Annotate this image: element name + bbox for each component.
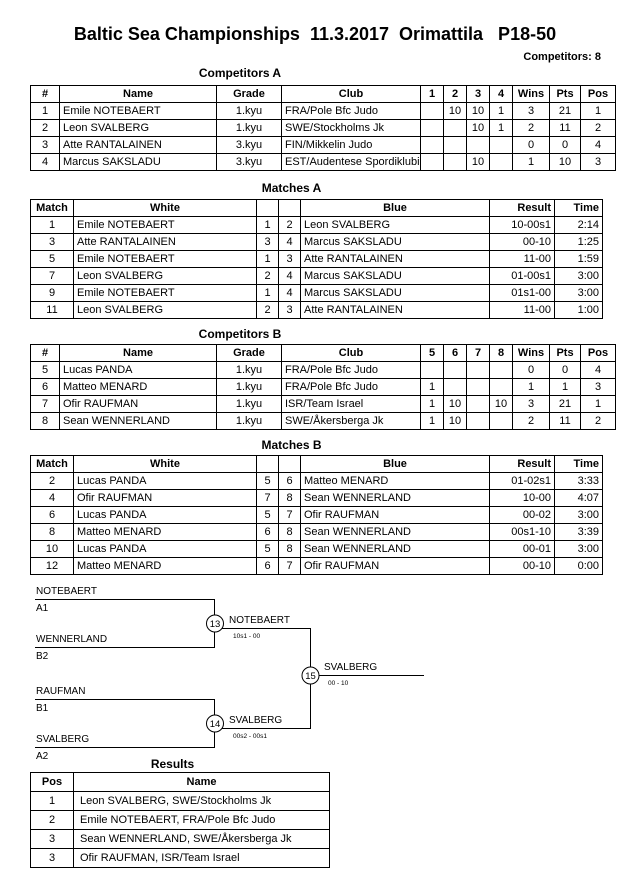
column-header: Pts <box>550 345 581 362</box>
semi1-blue-name: WENNERLAND <box>36 634 108 645</box>
table-cell: 5 <box>257 473 279 490</box>
table-cell <box>467 379 490 396</box>
column-header: Wins <box>513 86 550 103</box>
table-cell: 4 <box>581 362 616 379</box>
table-cell: 10 <box>467 103 490 120</box>
table-cell: 1 <box>490 120 513 137</box>
semi1-blue-seed: B2 <box>36 651 49 662</box>
table-cell: 11-00 <box>490 302 555 319</box>
semi1-score: 10s1 - 00 <box>233 633 261 640</box>
table-cell: 2 <box>581 413 616 430</box>
column-header: Pos <box>31 773 74 792</box>
table-cell: 1 <box>31 103 60 120</box>
table-cell <box>421 103 444 120</box>
table-cell <box>467 413 490 430</box>
table-cell: 4 <box>31 154 60 171</box>
section-title-matches-b: Matches B <box>261 438 322 452</box>
table-cell: 8 <box>31 413 60 430</box>
table-cell: 01s1-00 <box>490 285 555 302</box>
matches-b-table <box>30 455 603 575</box>
column-header: Pos <box>581 345 616 362</box>
column-header: Match <box>31 200 74 217</box>
column-header: Name <box>60 86 217 103</box>
table-cell: 1.kyu <box>217 362 282 379</box>
table-cell <box>490 362 513 379</box>
table-cell: 2 <box>257 302 279 319</box>
table-cell <box>490 137 513 154</box>
table-cell: 1 <box>257 251 279 268</box>
header-row <box>31 773 330 792</box>
table-cell: Marcus SAKSLADU <box>301 268 490 285</box>
table-cell: 8 <box>279 490 301 507</box>
table-row <box>31 103 616 120</box>
table-cell: 4 <box>279 268 301 285</box>
semi2-white-name: RAUFMAN <box>36 686 86 697</box>
table-cell: Ofir RAUFMAN <box>301 558 490 575</box>
table-cell: Lucas PANDA <box>74 507 257 524</box>
table-cell: 3 <box>279 302 301 319</box>
table-cell: 6 <box>31 379 60 396</box>
table-cell: 7 <box>31 268 74 285</box>
page-title: Baltic Sea Championships 11.3.2017 Orimattila P18-50 <box>73 24 557 44</box>
table-cell: 10-00 <box>490 490 555 507</box>
header-row <box>31 345 616 362</box>
column-header: Grade <box>217 345 282 362</box>
table-cell: Matteo MENARD <box>301 473 490 490</box>
column-header: Result <box>490 456 555 473</box>
column-header: 7 <box>467 345 490 362</box>
table-cell: 1:00 <box>555 302 603 319</box>
section-title-competitors-a: Competitors A <box>198 66 282 80</box>
table-cell: Matteo MENARD <box>74 524 257 541</box>
table-cell: 6 <box>31 507 74 524</box>
table-cell: 3 <box>31 234 74 251</box>
semi2-blue-name: SVALBERG <box>36 734 90 745</box>
table-cell: Atte RANTALAINEN <box>74 234 257 251</box>
table-cell <box>444 154 467 171</box>
table-cell: Sean WENNERLAND <box>60 413 217 430</box>
table-cell: 1:59 <box>555 251 603 268</box>
column-header: Club <box>282 86 421 103</box>
table-cell: 1 <box>421 396 444 413</box>
table-cell: FRA/Pole Bfc Judo <box>282 379 421 396</box>
table-cell: 00-01 <box>490 541 555 558</box>
semi1-winner-name: NOTEBAERT <box>229 615 290 626</box>
table-cell: Marcus SAKSLADU <box>60 154 217 171</box>
table-row <box>31 137 616 154</box>
column-header <box>279 456 301 473</box>
table-cell: 1 <box>257 285 279 302</box>
table-cell: Leon SVALBERG, SWE/Stockholms Jk <box>74 792 330 811</box>
table-cell: 11 <box>550 120 581 137</box>
table-cell: 3 <box>581 379 616 396</box>
table-cell: 7 <box>31 396 60 413</box>
table-cell: 2 <box>513 120 550 137</box>
section-title-competitors-b: Competitors B <box>198 327 282 341</box>
semi2-winner-name: SVALBERG <box>229 715 283 726</box>
table-row <box>31 830 330 849</box>
table-cell: 3:39 <box>555 524 603 541</box>
column-header: Grade <box>217 86 282 103</box>
column-header: Result <box>490 200 555 217</box>
table-row <box>31 379 616 396</box>
table-cell: 0 <box>550 137 581 154</box>
table-cell: 8 <box>279 541 301 558</box>
table-cell: 5 <box>31 251 74 268</box>
table-cell: 10 <box>31 541 74 558</box>
table-cell: Ofir RAUFMAN <box>74 490 257 507</box>
table-cell: 10 <box>444 413 467 430</box>
header-row <box>31 456 603 473</box>
table-cell: 10 <box>490 396 513 413</box>
final-score: 00 - 10 <box>328 680 349 687</box>
table-cell: 6 <box>257 558 279 575</box>
table-cell: Matteo MENARD <box>60 379 217 396</box>
table-cell: 1 <box>421 413 444 430</box>
table-row <box>31 811 330 830</box>
table-cell: 10 <box>444 103 467 120</box>
table-row <box>31 524 603 541</box>
table-cell: 7 <box>257 490 279 507</box>
table-cell: 5 <box>31 362 60 379</box>
table-cell: 2 <box>513 413 550 430</box>
table-cell: 3 <box>279 251 301 268</box>
table-cell: 2 <box>31 473 74 490</box>
table-cell: 1 <box>581 103 616 120</box>
table-cell: SWE/Stockholms Jk <box>282 120 421 137</box>
table-cell <box>444 120 467 137</box>
table-cell: Marcus SAKSLADU <box>301 285 490 302</box>
header-row <box>31 86 616 103</box>
column-header: 3 <box>467 86 490 103</box>
table-cell: 11 <box>31 302 74 319</box>
column-header: Match <box>31 456 74 473</box>
section-title-results: Results <box>150 757 195 771</box>
table-row <box>31 792 330 811</box>
table-cell: Lucas PANDA <box>74 541 257 558</box>
table-cell <box>490 413 513 430</box>
table-cell: 4 <box>279 234 301 251</box>
column-header: Name <box>60 345 217 362</box>
table-cell: 01-00s1 <box>490 268 555 285</box>
table-cell: 3:00 <box>555 507 603 524</box>
table-cell: Matteo MENARD <box>74 558 257 575</box>
table-cell: Atte RANTALAINEN <box>60 137 217 154</box>
column-header: Time <box>555 200 603 217</box>
table-cell: Emile NOTEBAERT, FRA/Pole Bfc Judo <box>74 811 330 830</box>
table-row <box>31 507 603 524</box>
results-table <box>30 772 330 868</box>
table-cell: 1 <box>513 154 550 171</box>
table-cell: 0 <box>513 362 550 379</box>
column-header: Time <box>555 456 603 473</box>
table-cell: 11 <box>550 413 581 430</box>
match-13-number: 13 <box>209 619 221 630</box>
matches-a-table <box>30 199 603 319</box>
table-cell: 1 <box>31 792 74 811</box>
table-cell: Lucas PANDA <box>74 473 257 490</box>
table-cell: Leon SVALBERG <box>60 120 217 137</box>
table-cell: 3 <box>513 103 550 120</box>
table-cell: Lucas PANDA <box>60 362 217 379</box>
table-cell: 00-02 <box>490 507 555 524</box>
table-cell: 2 <box>31 811 74 830</box>
table-cell: 10 <box>467 154 490 171</box>
column-header: Pos <box>581 86 616 103</box>
table-cell <box>444 379 467 396</box>
table-cell: 1 <box>490 103 513 120</box>
competitors-a-table <box>30 85 616 171</box>
column-header: Club <box>282 345 421 362</box>
table-cell: 3:33 <box>555 473 603 490</box>
column-header: 5 <box>421 345 444 362</box>
table-cell: 21 <box>550 396 581 413</box>
match-15-number: 15 <box>305 671 316 682</box>
table-cell: 1.kyu <box>217 396 282 413</box>
table-cell: 7 <box>279 507 301 524</box>
table-cell: 00-10 <box>490 234 555 251</box>
column-header: # <box>31 86 60 103</box>
table-cell <box>467 396 490 413</box>
column-header <box>279 200 301 217</box>
table-cell: 7 <box>279 558 301 575</box>
table-cell: 4 <box>581 137 616 154</box>
table-cell: 0 <box>550 362 581 379</box>
table-cell: Emile NOTEBAERT <box>74 285 257 302</box>
table-cell: 1 <box>550 379 581 396</box>
table-cell: 10-00s1 <box>490 217 555 234</box>
table-row <box>31 285 603 302</box>
competitors-count: Competitors: 8 <box>523 51 601 63</box>
table-cell: Sean WENNERLAND <box>301 541 490 558</box>
semi1-white-name: NOTEBAERT <box>36 586 97 597</box>
table-cell: 0 <box>513 137 550 154</box>
table-cell: 1 <box>31 217 74 234</box>
column-header: Pts <box>550 86 581 103</box>
table-cell: 3:00 <box>555 268 603 285</box>
table-cell: 9 <box>31 285 74 302</box>
column-header: 6 <box>444 345 467 362</box>
table-cell: 4:07 <box>555 490 603 507</box>
table-cell: 5 <box>257 541 279 558</box>
table-cell: 2:14 <box>555 217 603 234</box>
table-cell: 00-10 <box>490 558 555 575</box>
finals-bracket <box>0 575 630 770</box>
table-row <box>31 558 603 575</box>
table-cell: 3.kyu <box>217 154 282 171</box>
table-cell: 12 <box>31 558 74 575</box>
table-cell: 1:25 <box>555 234 603 251</box>
table-row <box>31 302 603 319</box>
table-row <box>31 413 616 430</box>
section-title-matches-a: Matches A <box>261 181 322 195</box>
table-cell: 3 <box>581 154 616 171</box>
column-header: # <box>31 345 60 362</box>
table-cell: Ofir RAUFMAN <box>301 507 490 524</box>
table-row <box>31 268 603 285</box>
semi2-white-seed: B1 <box>36 703 49 714</box>
table-cell: 0:00 <box>555 558 603 575</box>
table-cell: 10 <box>444 396 467 413</box>
table-cell: 2 <box>279 217 301 234</box>
table-cell: Marcus SAKSLADU <box>301 234 490 251</box>
table-cell: FIN/Mikkelin Judo <box>282 137 421 154</box>
column-header: Name <box>74 773 330 792</box>
table-row <box>31 490 603 507</box>
table-cell: Atte RANTALAINEN <box>301 251 490 268</box>
table-cell: 4 <box>279 285 301 302</box>
column-header: 1 <box>421 86 444 103</box>
table-cell <box>421 362 444 379</box>
table-cell: 1.kyu <box>217 379 282 396</box>
table-row <box>31 849 330 868</box>
column-header: Blue <box>301 200 490 217</box>
table-cell: 1.kyu <box>217 103 282 120</box>
table-cell: 00s1-10 <box>490 524 555 541</box>
column-header <box>257 200 279 217</box>
table-cell: 10 <box>467 120 490 137</box>
table-cell: 3 <box>31 849 74 868</box>
table-cell <box>467 137 490 154</box>
table-cell: Sean WENNERLAND, SWE/Åkersberga Jk <box>74 830 330 849</box>
table-cell: Sean WENNERLAND <box>301 524 490 541</box>
semi2-blue-seed: A2 <box>36 751 49 762</box>
table-cell: 3 <box>31 137 60 154</box>
table-cell: Atte RANTALAINEN <box>301 302 490 319</box>
column-header: Wins <box>513 345 550 362</box>
table-cell: 3.kyu <box>217 137 282 154</box>
table-cell: Leon SVALBERG <box>301 217 490 234</box>
table-cell: Ofir RAUFMAN <box>60 396 217 413</box>
table-cell: Emile NOTEBAERT <box>74 251 257 268</box>
table-cell: FRA/Pole Bfc Judo <box>282 103 421 120</box>
table-cell: 2 <box>581 120 616 137</box>
table-cell <box>421 154 444 171</box>
table-cell <box>444 362 467 379</box>
table-cell: 1 <box>421 379 444 396</box>
column-header: 4 <box>490 86 513 103</box>
column-header: 8 <box>490 345 513 362</box>
table-cell <box>467 362 490 379</box>
column-header: White <box>74 200 257 217</box>
table-cell: 3:00 <box>555 541 603 558</box>
table-cell: 01-02s1 <box>490 473 555 490</box>
table-cell: FRA/Pole Bfc Judo <box>282 362 421 379</box>
table-cell: 3 <box>31 830 74 849</box>
table-cell <box>490 379 513 396</box>
table-cell: 21 <box>550 103 581 120</box>
header-row <box>31 200 603 217</box>
table-cell: 8 <box>279 524 301 541</box>
table-cell <box>421 137 444 154</box>
table-cell: 3 <box>257 234 279 251</box>
table-cell: Leon SVALBERG <box>74 268 257 285</box>
table-cell: 2 <box>257 268 279 285</box>
table-cell: 6 <box>279 473 301 490</box>
table-cell: 8 <box>31 524 74 541</box>
column-header: Blue <box>301 456 490 473</box>
table-cell: 3 <box>513 396 550 413</box>
column-header: 2 <box>444 86 467 103</box>
final-winner-name: SVALBERG <box>324 662 378 673</box>
table-row <box>31 396 616 413</box>
table-cell: 5 <box>257 507 279 524</box>
table-cell <box>444 137 467 154</box>
table-cell: Ofir RAUFMAN, ISR/Team Israel <box>74 849 330 868</box>
table-row <box>31 217 603 234</box>
table-cell: 10 <box>550 154 581 171</box>
table-row <box>31 234 603 251</box>
table-cell: 1.kyu <box>217 413 282 430</box>
table-cell: 1 <box>257 217 279 234</box>
semi2-score: 00s2 - 00s1 <box>233 733 267 740</box>
table-row <box>31 473 603 490</box>
competitors-b-table <box>30 344 616 430</box>
table-cell: 11-00 <box>490 251 555 268</box>
table-cell: 1 <box>581 396 616 413</box>
table-row <box>31 362 616 379</box>
table-cell: ISR/Team Israel <box>282 396 421 413</box>
table-cell: 2 <box>31 120 60 137</box>
table-cell <box>490 154 513 171</box>
table-cell: Emile NOTEBAERT <box>74 217 257 234</box>
column-header <box>257 456 279 473</box>
table-cell: Emile NOTEBAERT <box>60 103 217 120</box>
semi1-white-seed: A1 <box>36 603 49 614</box>
table-cell: 3:00 <box>555 285 603 302</box>
table-cell: 1.kyu <box>217 120 282 137</box>
table-cell <box>421 120 444 137</box>
table-cell: 1 <box>513 379 550 396</box>
table-cell: Leon SVALBERG <box>74 302 257 319</box>
match-14-number: 14 <box>209 719 221 730</box>
table-cell: 6 <box>257 524 279 541</box>
table-row <box>31 154 616 171</box>
table-cell: SWE/Åkersberga Jk <box>282 413 421 430</box>
column-header: White <box>74 456 257 473</box>
table-row <box>31 251 603 268</box>
table-cell: 4 <box>31 490 74 507</box>
table-cell: Sean WENNERLAND <box>301 490 490 507</box>
table-cell: EST/Audentese Spordiklubi <box>282 154 421 171</box>
table-row <box>31 541 603 558</box>
table-row <box>31 120 616 137</box>
